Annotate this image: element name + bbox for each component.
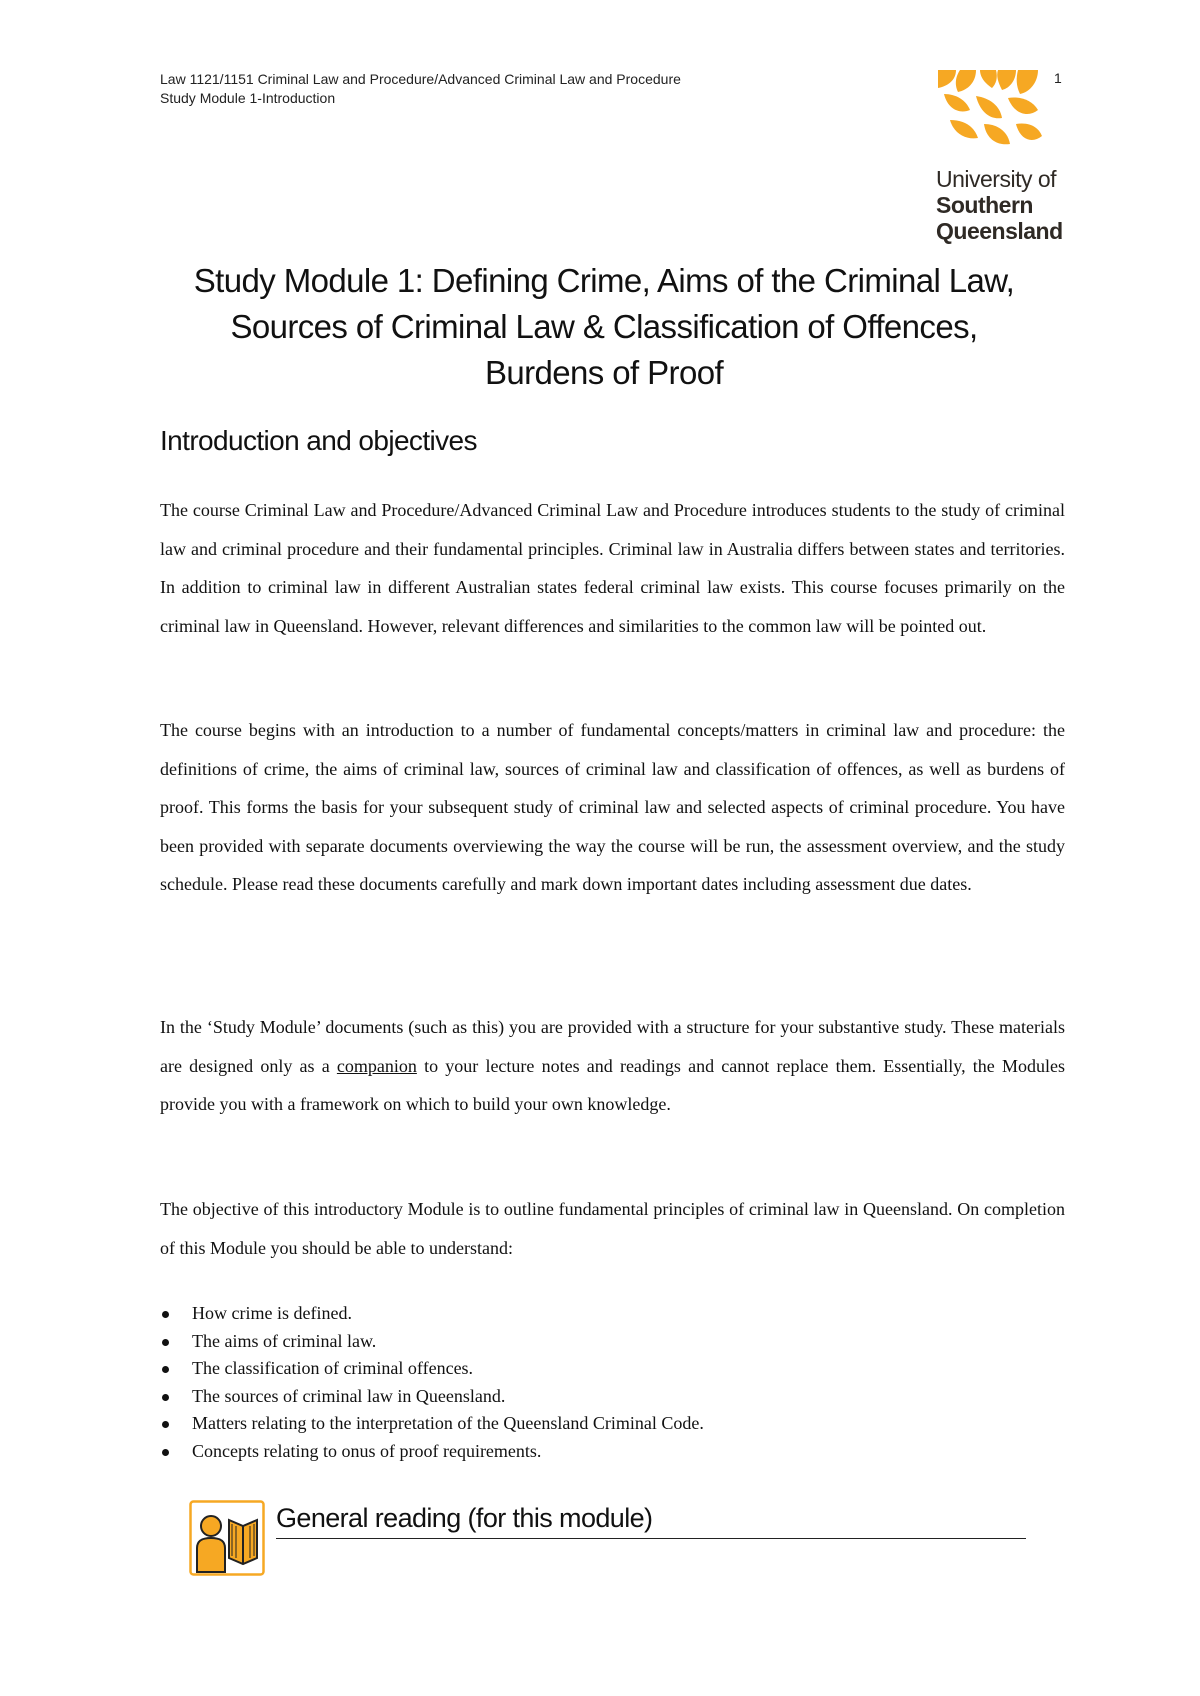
title-line-2: Sources of Criminal Law & Classification of Offences, — [230, 308, 978, 345]
paragraph-objective: The objective of this introductory Module is to outline fundamental principles of criminal law in Queensland. On completion of this Module you should be able to understand: — [160, 1199, 1065, 1258]
paragraph-text: In the ‘Study Module’ documents (such as this) you are provided with a structure for your substantive study. These materials are designed only as a — [160, 1017, 1065, 1076]
wordmark-line-3: Queensland — [936, 218, 1063, 244]
general-reading-heading: General reading (for this module) — [276, 1503, 1026, 1539]
list-item: The sources of criminal law in Queensland. — [160, 1383, 704, 1411]
list-item: The aims of criminal law. — [160, 1328, 704, 1356]
university-wordmark — [936, 166, 1063, 244]
paragraph-course-overview: The course Criminal Law and Procedure/Advanced Criminal Law and Procedure introduces students to the study of criminal law and criminal procedure and their fundamental principles. Criminal law in Australia differs between states and territories. In addition to criminal law in different Australian states federal criminal law exists. This course focuses primarily on the criminal law in Queensland. However, relevant differences and similarities to the common law will be pointed out. — [160, 500, 1065, 636]
page-number: 1 — [1054, 70, 1062, 86]
list-item: The classification of criminal offences. — [160, 1355, 704, 1383]
wordmark-line-2: Southern — [936, 192, 1033, 218]
list-item: How crime is defined. — [160, 1300, 704, 1328]
header-course-title: Law 1121/1151 Criminal Law and Procedure/Advanced Criminal Law and Procedure — [160, 71, 681, 87]
paragraph-course-begins: The course begins with an introduction to a number of fundamental concepts/matters in criminal law and procedure: the definitions of crime, the aims of criminal law, sources of criminal law and classification of offences, as well as burdens of proof. This forms the basis for your subsequent study of criminal law and selected aspects of criminal procedure. You have been provided with separate documents overviewing the way the course will be run, the assessment overview, and the study schedule. Please read these documents carefully and mark down important dates including assessment due dates. — [160, 720, 1065, 894]
wordmark-line-1: University of — [936, 166, 1057, 192]
header-module-title: Study Module 1-Introduction — [160, 90, 336, 106]
paragraph-study-module-documents — [160, 1008, 1065, 1124]
title-line-1: Study Module 1: Defining Crime, Aims of the Criminal Law, — [193, 262, 1015, 299]
running-header — [160, 70, 681, 108]
objectives-list — [160, 1300, 704, 1465]
paragraph-text: to your lecture notes and readings and cannot replace them. Essentially, the Modules provide you with a framework on which to build your own knowledge. — [160, 1055, 1065, 1114]
module-title — [160, 258, 1048, 396]
reading-person-book-icon — [189, 1500, 265, 1576]
underlined-companion: companion — [336, 1055, 417, 1076]
list-item: Matters relating to the interpretation of the Queensland Criminal Code. — [160, 1410, 704, 1438]
title-line-3: Burdens of Proof — [484, 354, 724, 391]
section-heading-introduction: Introduction and objectives — [160, 425, 477, 456]
list-item: Concepts relating to onus of proof requirements. — [160, 1438, 704, 1466]
